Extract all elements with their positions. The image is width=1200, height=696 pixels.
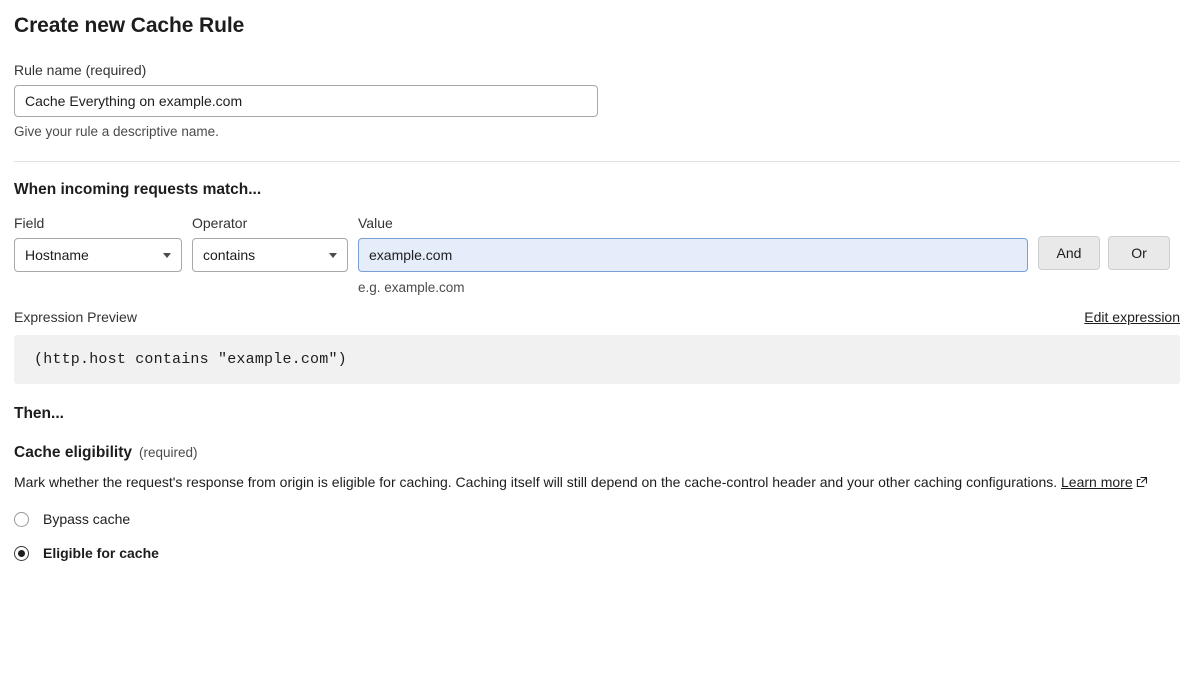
or-button[interactable]: Or (1108, 236, 1170, 270)
expression-preview-box: (http.host contains "example.com") (14, 335, 1180, 384)
field-column (14, 215, 182, 272)
rule-name-input[interactable] (14, 85, 598, 117)
and-button[interactable]: And (1038, 236, 1100, 270)
value-input[interactable] (358, 238, 1028, 272)
expression-header (14, 309, 1180, 325)
then-section-heading: Then... (14, 405, 64, 422)
external-link-icon (1136, 473, 1148, 493)
operator-label: Operator (192, 215, 248, 231)
operator-select[interactable] (192, 238, 348, 272)
operator-select-value: contains (203, 247, 256, 263)
page-title: Create new Cache Rule (14, 14, 245, 37)
cache-eligibility-required: (required) (139, 445, 198, 460)
value-hint: e.g. example.com (358, 280, 465, 295)
rule-name-helper: Give your rule a descriptive name. (14, 124, 219, 139)
section-divider (14, 161, 1180, 162)
operator-column (192, 215, 348, 272)
chevron-down-icon (163, 253, 171, 258)
value-column (358, 215, 1028, 295)
cache-eligibility-title: Cache eligibility (14, 444, 133, 461)
rule-name-label: Rule name (required) (14, 62, 147, 78)
field-label: Field (14, 215, 45, 231)
radio-option-bypass-cache[interactable] (14, 511, 1180, 527)
logic-buttons (1038, 236, 1170, 270)
rule-name-group (14, 62, 1180, 139)
radio-icon[interactable] (14, 546, 29, 561)
edit-expression-link[interactable]: Edit expression (1084, 309, 1180, 325)
cache-eligibility-header (14, 444, 1180, 462)
cache-eligibility-description (14, 472, 1180, 493)
learn-more-link[interactable]: Learn more (1061, 474, 1133, 490)
radio-icon[interactable] (14, 512, 29, 527)
expression-preview-label: Expression Preview (14, 309, 137, 325)
match-row (14, 215, 1180, 295)
value-label: Value (358, 215, 393, 231)
radio-label: Bypass cache (43, 511, 131, 528)
radio-label: Eligible for cache (43, 545, 159, 562)
field-select-value: Hostname (25, 247, 89, 263)
radio-option-eligible-for-cache[interactable] (14, 545, 1180, 561)
description-text: Mark whether the request's response from origin is eligible for caching. Caching itself will still depend on the cache-control header and your other caching configurations. (14, 474, 1062, 490)
match-section-heading: When incoming requests match... (14, 181, 262, 198)
chevron-down-icon (329, 253, 337, 258)
field-select[interactable] (14, 238, 182, 272)
